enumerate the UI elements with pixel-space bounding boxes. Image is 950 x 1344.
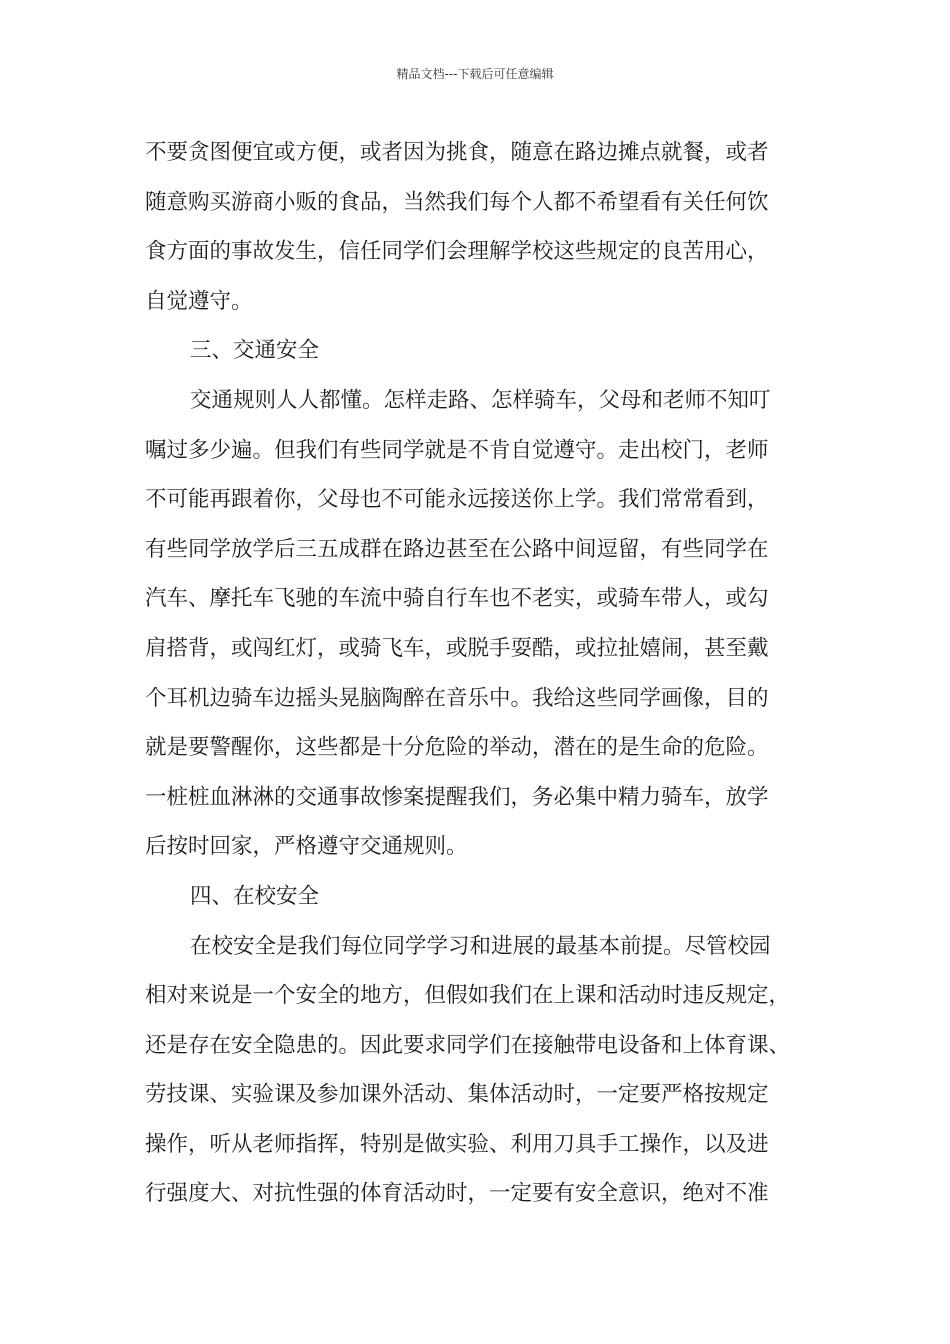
text-line: 后按时回家，严格遵守交通规则。: [145, 834, 468, 860]
text-line: 随意购买游商小贩的食品，当然我们每个人都不希望看有关任何饮: [145, 189, 769, 215]
text-line: 食方面的事故发生，信任同学们会理解学校这些规定的良苦用心，: [145, 239, 769, 265]
text-line: 不要贪图便宜或方便，或者因为挑食，随意在路边摊点就餐，或者: [145, 140, 769, 165]
text-line: 行强度大、对抗性强的体育活动时，一定要有安全意识，绝对不准: [145, 1181, 769, 1207]
text-line: 相对来说是一个安全的地方，但假如我们在上课和活动时违反规定，: [145, 983, 791, 1009]
document-body: [145, 128, 825, 1219]
text-line: 交通规则人人都懂。怎样走路、怎样骑车，父母和老师不知叮: [190, 387, 771, 413]
text-line: 还是存在安全隐患的。因此要求同学们在接触带电设备和上体育课、: [145, 1032, 791, 1058]
text-line: 自觉遵守。: [145, 288, 253, 314]
text-line: 个耳机边骑车边摇头晃脑陶醉在音乐中。我给这些同学画像，目的: [145, 685, 769, 711]
text-line: 有些同学放学后三五成群在路边甚至在公路中间逗留，有些同学在: [145, 536, 769, 562]
text-line: 嘱过多少遍。但我们有些同学就是不肯自觉遵守。走出校门，老师: [145, 437, 769, 463]
section-heading-traffic-safety: 三、交通安全: [190, 338, 320, 364]
text-line: 一桩桩血淋淋的交通事故惨案提醒我们，务必集中精力骑车，放学: [145, 784, 769, 810]
text-line: 汽车、摩托车飞驰的车流中骑自行车也不老实，或骑车带人，或勾: [145, 586, 769, 612]
section-heading-school-safety: 四、在校安全: [190, 883, 320, 909]
text-line: 在校安全是我们每位同学学习和进展的最基本前提。尽管校园: [190, 933, 771, 959]
page-header: 精品文档---下载后可任意编辑: [396, 67, 554, 81]
text-line: 操作，听从老师指挥，特别是做实验、利用刀具手工操作，以及进: [145, 1131, 769, 1157]
text-line: 劳技课、实验课及参加课外活动、集体活动时，一定要严格按规定: [145, 1082, 769, 1108]
text-line: 不可能再跟着你，父母也不可能永远接送你上学。我们常常看到，: [145, 487, 769, 513]
text-line: 肩搭背，或闯红灯，或骑飞车，或脱手耍酷，或拉扯嬉闹，甚至戴: [145, 635, 769, 661]
text-line: 就是要警醒你，这些都是十分危险的举动，潜在的是生命的危险。: [145, 735, 769, 761]
